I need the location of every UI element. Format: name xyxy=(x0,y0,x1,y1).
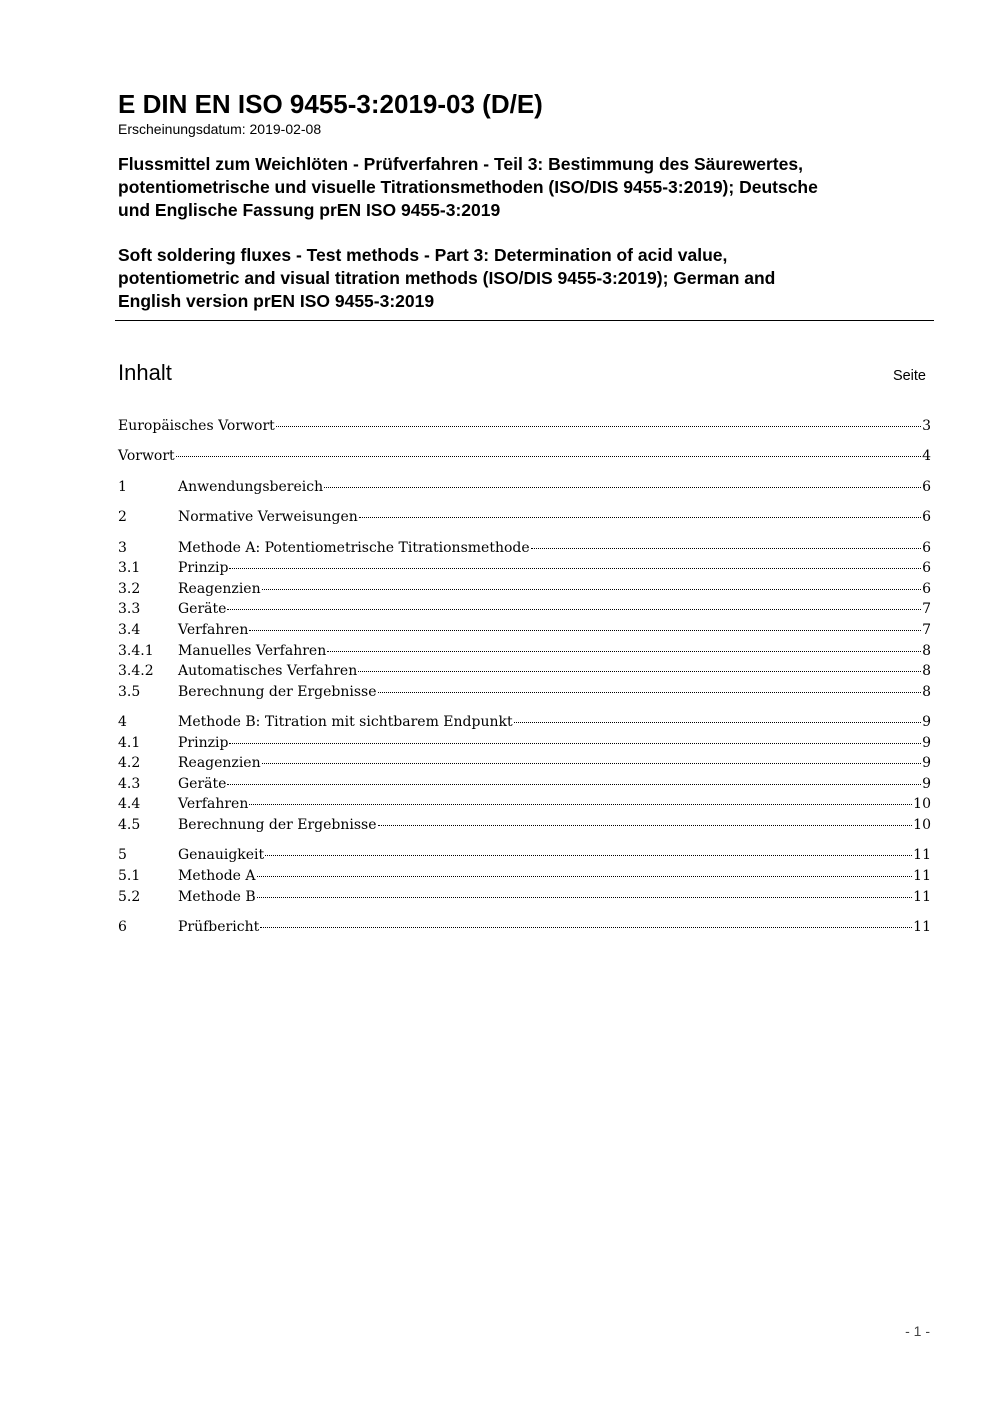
toc-entry-label: Vorwort xyxy=(118,448,175,465)
toc-entry-page: 3 xyxy=(922,418,931,434)
toc-entry-number: 3.4 xyxy=(118,621,141,638)
toc-entry[interactable] xyxy=(118,661,931,682)
toc-entry-page: 4 xyxy=(922,448,931,465)
toc-entry-number: 3.3 xyxy=(118,601,141,618)
toc-entry-page: 6 xyxy=(922,539,931,556)
toc-leader-dots xyxy=(378,825,913,826)
toc-entry[interactable] xyxy=(118,507,931,528)
toc-leader-dots xyxy=(176,456,921,457)
toc-entry-label: Reagenzien xyxy=(178,580,261,597)
toc-entry-page: 10 xyxy=(913,817,931,834)
toc-entry[interactable] xyxy=(118,641,931,662)
toc-leader-dots xyxy=(327,651,921,652)
toc-leader-dots xyxy=(249,630,921,631)
toc-entry[interactable] xyxy=(118,599,931,620)
toc-leader-dots xyxy=(249,804,912,805)
toc-leader-dots xyxy=(227,609,921,610)
toc-leader-dots xyxy=(531,548,921,549)
toc-entry-label: Prinzip xyxy=(178,560,229,577)
toc-entry-number: 4.5 xyxy=(118,817,141,834)
toc-entry-label: Geräte xyxy=(178,601,227,618)
page-number: - 1 - xyxy=(905,1323,930,1339)
toc-leader-dots xyxy=(359,517,921,518)
toc-entry[interactable] xyxy=(118,887,931,908)
toc-entry[interactable] xyxy=(118,753,931,774)
toc-entry-label: Berechnung der Ergebnisse xyxy=(178,683,377,700)
toc-entry-page: 9 xyxy=(922,775,931,792)
toc-entry-label: Automatisches Verfahren xyxy=(178,663,358,680)
toc-entry-label: Verfahren xyxy=(178,621,249,638)
toc-entry-label: Normative Verweisungen xyxy=(178,509,358,526)
toc-entry[interactable] xyxy=(118,416,931,437)
toc-page-column-label: Seite xyxy=(892,368,926,384)
toc-leader-dots xyxy=(227,784,921,785)
toc-leader-dots xyxy=(514,722,921,723)
toc-entry-label: Methode A: Potentiometrische Titrationsmethode xyxy=(178,539,530,556)
toc-entry[interactable] xyxy=(118,558,931,579)
toc-entry-number: 3.4.2 xyxy=(118,663,154,680)
toc-leader-dots xyxy=(358,671,921,672)
toc-entry-page: 10 xyxy=(913,796,931,813)
toc-entry[interactable] xyxy=(118,579,931,600)
toc-entry-page: 6 xyxy=(922,509,931,526)
toc-entry-number: 5.1 xyxy=(118,868,141,885)
publication-date: Erscheinungsdatum: 2019-02-08 xyxy=(118,121,322,137)
toc-entry-number: 4.1 xyxy=(118,734,141,751)
toc-entry-label: Manuelles Verfahren xyxy=(178,642,327,659)
toc-entry-page: 11 xyxy=(913,847,931,864)
toc-entry-number: 2 xyxy=(118,509,127,526)
toc-entry-label: Methode B: Titration mit sichtbarem Endpunkt xyxy=(178,714,513,731)
toc-entry-number: 4 xyxy=(118,714,127,731)
toc-leader-dots xyxy=(257,897,912,898)
toc-entry-page: 8 xyxy=(922,683,931,700)
toc-entry-page: 6 xyxy=(922,560,931,577)
toc-entry-label: Geräte xyxy=(178,775,227,792)
toc-entry[interactable] xyxy=(118,477,931,498)
toc-entry-number: 4.2 xyxy=(118,755,141,772)
toc-entry-label: Verfahren xyxy=(178,796,249,813)
toc-entry-label: Genauigkeit xyxy=(178,847,265,864)
table-of-contents xyxy=(118,416,931,938)
toc-entry-page: 11 xyxy=(913,919,931,936)
toc-leader-dots xyxy=(265,855,912,856)
toc-entry-label: Berechnung der Ergebnisse xyxy=(178,817,377,834)
toc-entry[interactable] xyxy=(118,620,931,641)
title-english xyxy=(118,244,934,313)
toc-entry[interactable] xyxy=(118,794,931,815)
toc-entry-label: Europäisches Vorwort xyxy=(118,418,275,434)
toc-entry-number: 4.3 xyxy=(118,775,141,792)
toc-entry-label: Methode B xyxy=(178,888,256,905)
title-german-line: potentiometrische und visuelle Titrationsmethoden (ISO/DIS 9455-3:2019); Deutsche xyxy=(118,177,818,197)
toc-entry-page: 9 xyxy=(922,734,931,751)
toc-entry-page: 9 xyxy=(922,755,931,772)
toc-entry-page: 11 xyxy=(913,868,931,885)
toc-entry[interactable] xyxy=(118,917,931,938)
toc-entry[interactable] xyxy=(118,845,931,866)
toc-leader-dots xyxy=(262,763,921,764)
document-id: E DIN EN ISO 9455-3:2019-03 (D/E) xyxy=(118,89,543,119)
toc-entry[interactable] xyxy=(118,815,931,836)
toc-entry[interactable] xyxy=(118,682,931,703)
toc-entry-page: 11 xyxy=(913,888,931,905)
toc-entry[interactable] xyxy=(118,866,931,887)
toc-entry-number: 3.2 xyxy=(118,580,141,597)
toc-entry-number: 3.1 xyxy=(118,560,141,577)
title-english-line: potentiometric and visual titration methods (ISO/DIS 9455-3:2019); German and xyxy=(118,268,776,288)
title-german-line: Flussmittel zum Weichlöten - Prüfverfahren - Teil 3: Bestimmung des Säurewertes, xyxy=(118,154,803,174)
toc-entry-number: 1 xyxy=(118,478,127,495)
document-header xyxy=(118,88,934,313)
toc-entry-page: 6 xyxy=(922,478,931,495)
toc-leader-dots xyxy=(378,692,922,693)
title-german xyxy=(118,153,934,222)
toc-leader-dots xyxy=(276,426,921,427)
toc-entry-page: 9 xyxy=(922,714,931,731)
toc-entry-number: 3.4.1 xyxy=(118,642,154,659)
toc-entry-number: 6 xyxy=(118,919,127,936)
toc-leader-dots xyxy=(229,743,921,744)
toc-leader-dots xyxy=(260,927,912,928)
toc-entry-label: Reagenzien xyxy=(178,755,261,772)
toc-entry-page: 6 xyxy=(922,580,931,597)
toc-heading xyxy=(118,360,926,386)
toc-entry-number: 5.2 xyxy=(118,888,141,905)
toc-entry[interactable] xyxy=(118,538,931,559)
toc-leader-dots xyxy=(324,487,921,488)
title-english-line: Soft soldering fluxes - Test methods - Part 3: Determination of acid value, xyxy=(118,245,728,265)
toc-leader-dots xyxy=(257,876,913,877)
toc-entry-label: Prüfbericht xyxy=(178,919,260,936)
toc-title: Inhalt xyxy=(118,360,172,385)
toc-entry-page: 7 xyxy=(922,601,931,618)
title-english-line: English version prEN ISO 9455-3:2019 xyxy=(118,291,435,311)
toc-leader-dots xyxy=(229,568,921,569)
header-divider xyxy=(115,320,934,321)
toc-entry[interactable] xyxy=(118,446,931,467)
title-german-line: und Englische Fassung prEN ISO 9455-3:2019 xyxy=(118,200,501,220)
toc-entry[interactable] xyxy=(118,774,931,795)
toc-entry-page: 8 xyxy=(922,663,931,680)
toc-entry-label: Prinzip xyxy=(178,734,229,751)
toc-entry-page: 8 xyxy=(922,642,931,659)
toc-entry[interactable] xyxy=(118,712,931,733)
toc-entry-label: Methode A xyxy=(178,868,256,885)
toc-leader-dots xyxy=(262,589,921,590)
toc-entry-number: 4.4 xyxy=(118,796,141,813)
toc-entry-page: 7 xyxy=(922,621,931,638)
toc-entry[interactable] xyxy=(118,733,931,754)
toc-entry-number: 3 xyxy=(118,539,127,556)
toc-entry-label: Anwendungsbereich xyxy=(178,478,324,495)
toc-entry-number: 5 xyxy=(118,847,127,864)
toc-entry-number: 3.5 xyxy=(118,683,141,700)
